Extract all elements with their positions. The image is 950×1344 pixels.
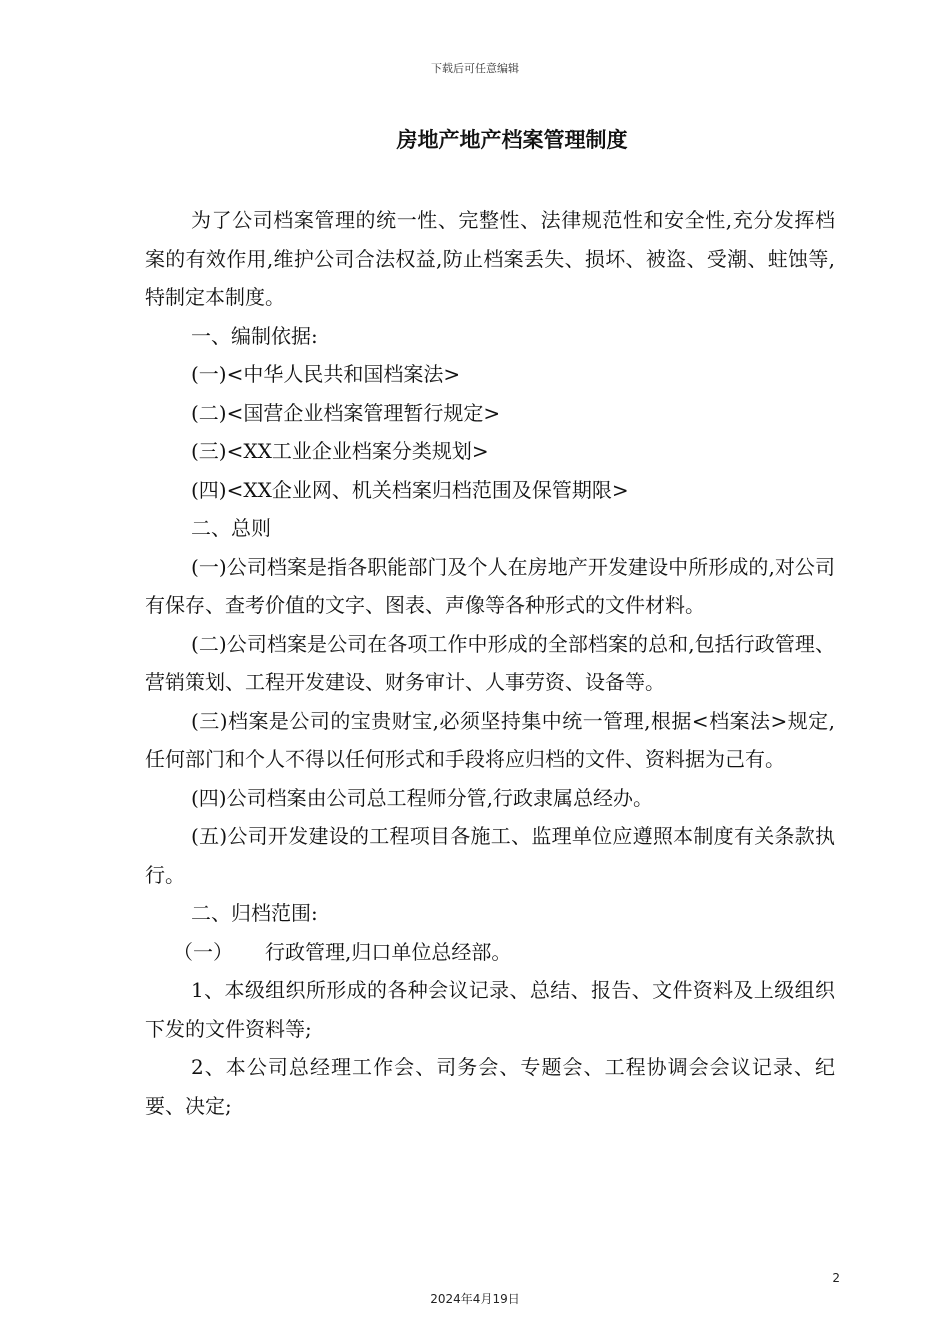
section-heading-scope: 二、归档范围: xyxy=(191,901,318,925)
section-heading-basis: 一、编制依据: xyxy=(191,323,318,348)
basis-item-2: (二)<国营企业档案管理暂行规定> xyxy=(191,400,501,425)
general-item-5: (五)公司开发建设的工程项目各施工、监理单位应遵照本制度有关条款执行。 xyxy=(145,824,835,887)
general-item-2: (二)公司档案是公司在各项工作中形成的全部档案的总和,包括行政管理、营销策划、工程开发建设、财务审计、人事劳资、设备等。 xyxy=(145,631,835,694)
scope-item-2: 2、本公司总经理工作会、司务会、专题会、工程协调会会议记录、纪要、决定; xyxy=(145,1055,835,1118)
scope-item-1: 1、本级组织所形成的各种会议记录、总结、报告、文件资料及上级组织下发的文件资料等; xyxy=(145,978,835,1041)
page-number: 2 xyxy=(832,1271,840,1285)
scope-subsection-text: 行政管理,归口单位总经部。 xyxy=(265,939,512,964)
intro-paragraph: 为了公司档案管理的统一性、完整性、法律规范性和安全性,充分发挥档案的有效作用,维护公司合法权益,防止档案丢失、损坏、被盗、受潮、蛀蚀等,特制定本制度。 xyxy=(145,208,835,309)
general-item-4: (四)公司档案由公司总工程师分管,行政隶属总经办。 xyxy=(191,785,653,810)
scope-subsection-number: （一） xyxy=(173,939,233,964)
basis-item-1: (一)<中华人民共和国档案法> xyxy=(191,362,461,386)
page-header-note: 下载后可任意编辑 xyxy=(431,62,519,75)
basis-item-3: (三)<XX工业企业档案分类规划> xyxy=(191,439,489,463)
footer-date: 2024年4月19日 xyxy=(430,1292,520,1306)
document-body xyxy=(145,201,835,1125)
section-heading-general: 二、总则 xyxy=(191,516,271,540)
general-item-1: (一)公司档案是指各职能部门及个人在房地产开发建设中所形成的,对公司有保存、查考价值的文字、图表、声像等各种形式的文件材料。 xyxy=(145,554,835,617)
scope-subsection-1 xyxy=(145,933,835,972)
document-title: 房地产地产档案管理制度 xyxy=(396,128,628,152)
basis-item-4: (四)<XX企业网、机关档案归档范围及保管期限> xyxy=(191,477,629,502)
general-item-3: (三)档案是公司的宝贵财宝,必须坚持集中统一管理,根据<档案法>规定,任何部门和个人不得以任何形式和手段将应归档的文件、资料据为己有。 xyxy=(145,708,835,771)
